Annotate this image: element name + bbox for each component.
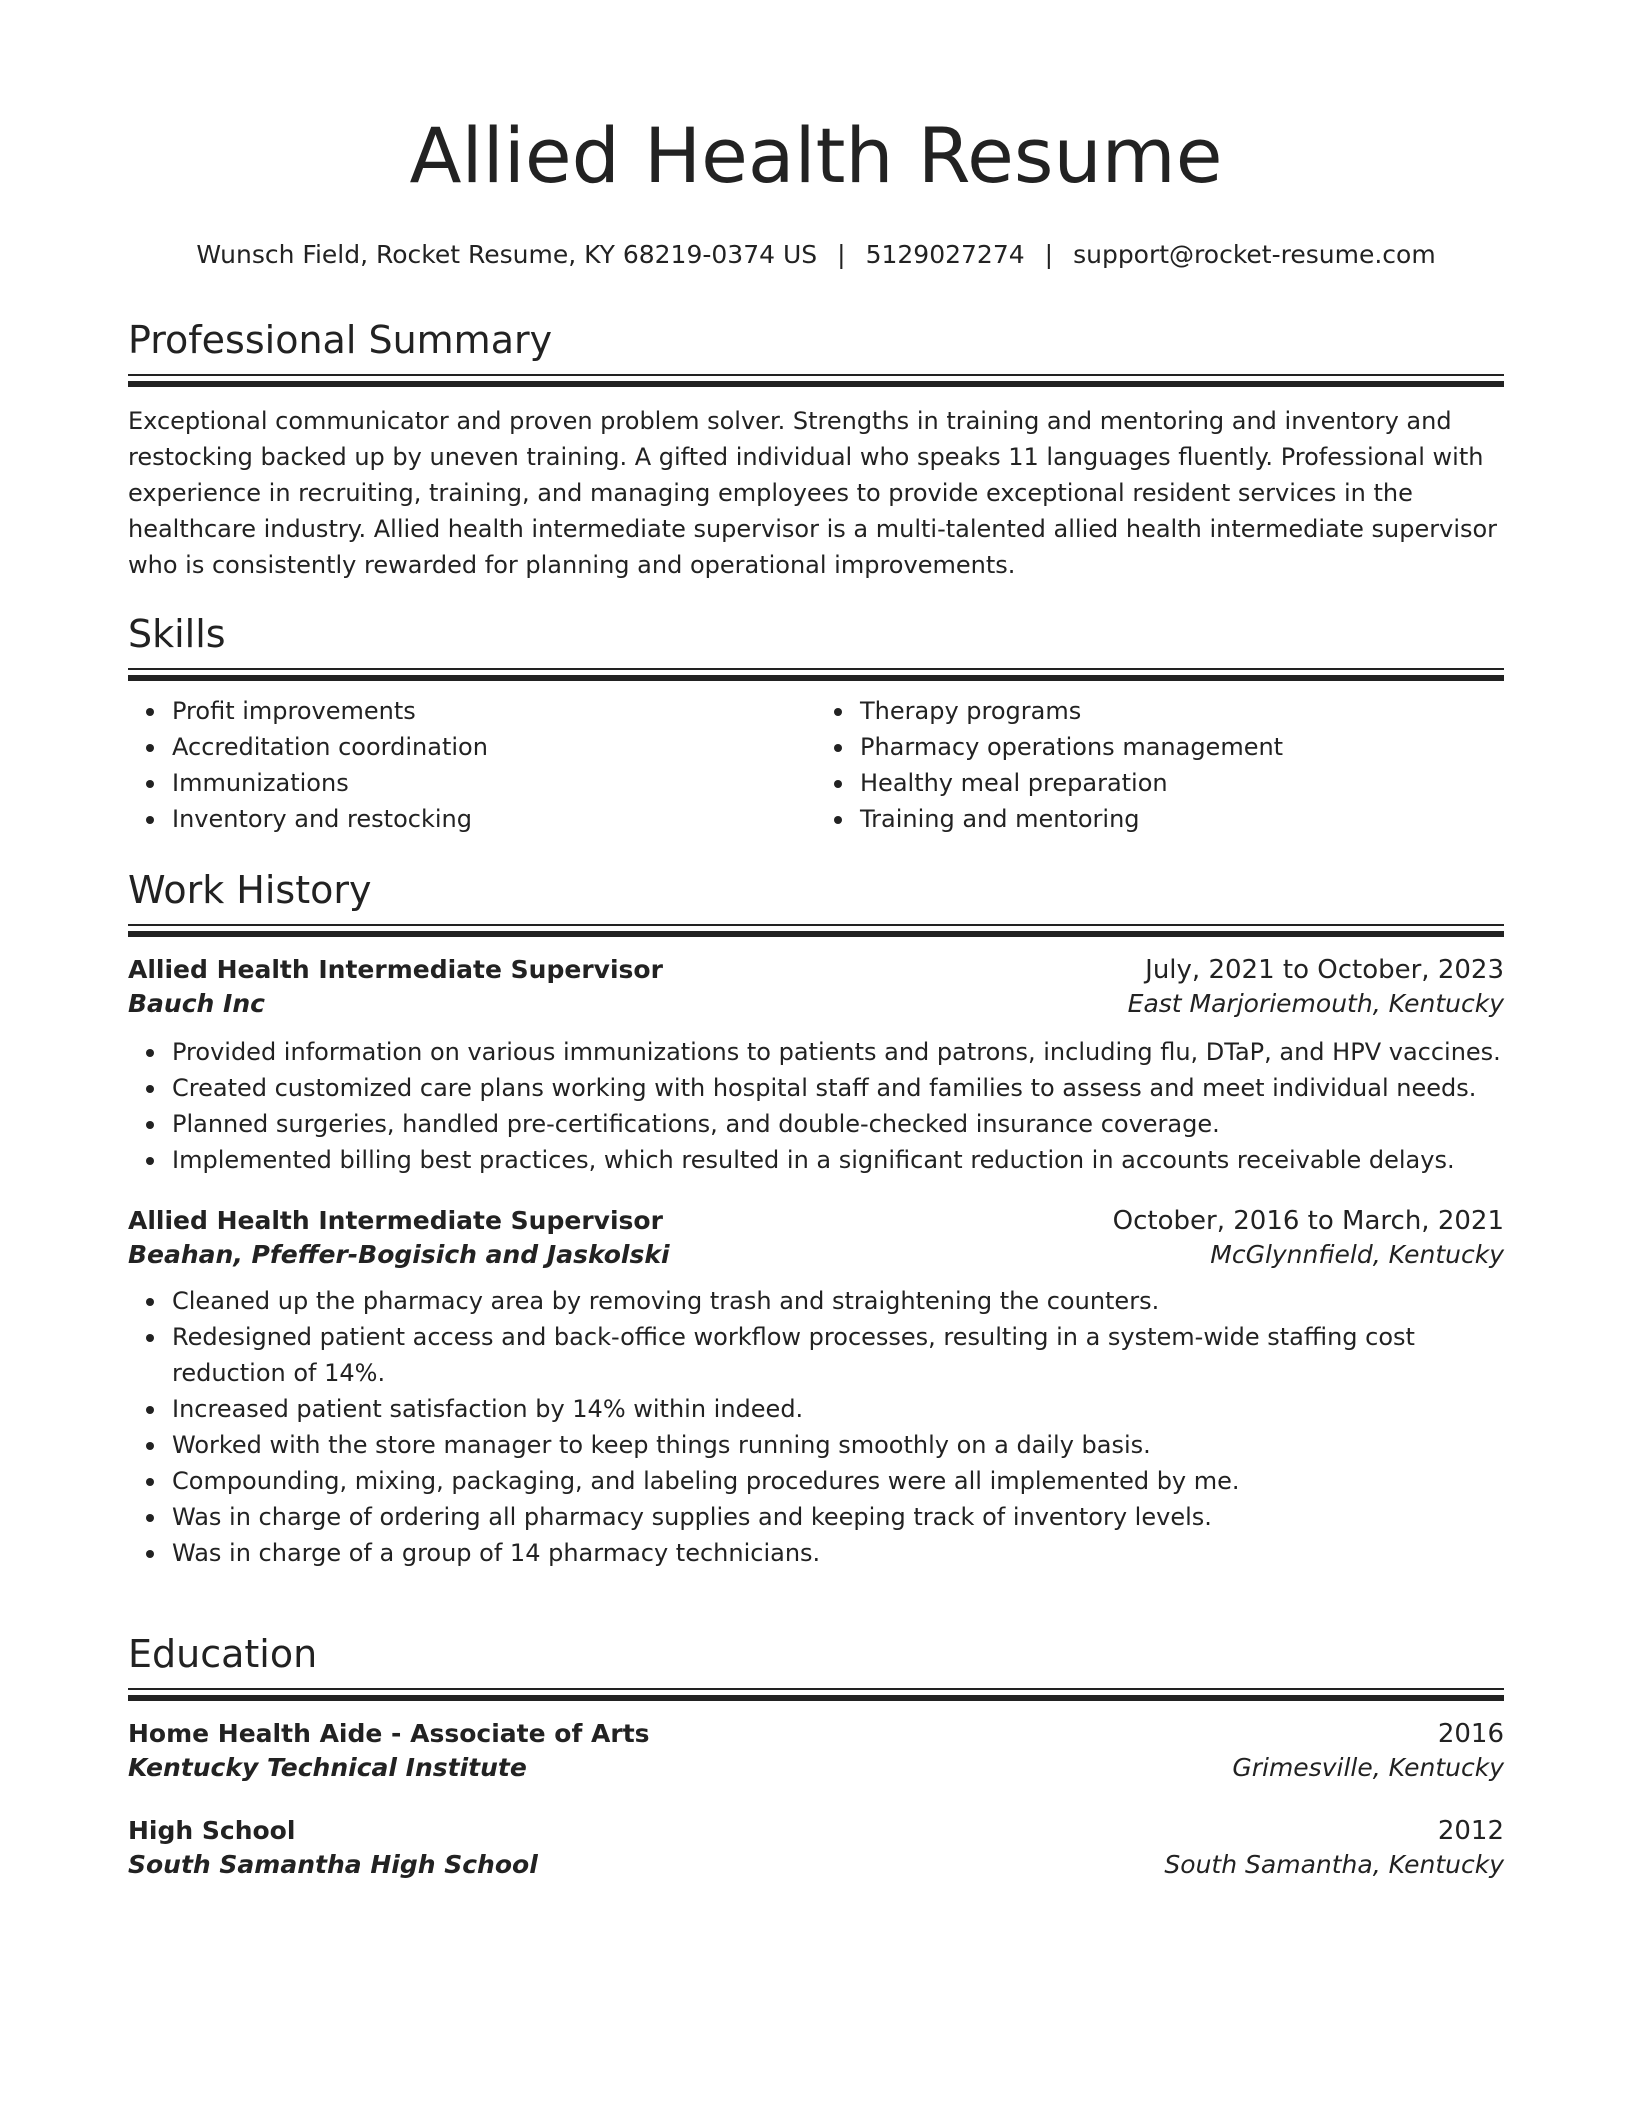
skill-item: Immunizations bbox=[172, 765, 816, 801]
job-duty: Implemented billing best practices, which resulted in a significant reduction in accounts receivable delays. bbox=[172, 1142, 1504, 1178]
job-location: East Marjoriemouth, Kentucky bbox=[1127, 988, 1504, 1018]
summary-section bbox=[128, 318, 1504, 583]
job-title: Allied Health Intermediate Supervisor bbox=[128, 954, 663, 984]
contact-line bbox=[128, 240, 1504, 269]
job-title: Allied Health Intermediate Supervisor bbox=[128, 1205, 663, 1235]
section-title-skills: Skills bbox=[128, 612, 226, 656]
job-duty: Was in charge of ordering all pharmacy supplies and keeping track of inventory levels. bbox=[172, 1499, 1504, 1535]
skill-item: Inventory and restocking bbox=[172, 801, 816, 837]
job-company-row bbox=[128, 1240, 1504, 1269]
job-duty: Increased patient satisfaction by 14% within indeed. bbox=[172, 1391, 1504, 1427]
section-title-summary: Professional Summary bbox=[128, 318, 553, 362]
education-degree: High School bbox=[128, 1815, 296, 1845]
education-location: South Samantha, Kentucky bbox=[1164, 1849, 1504, 1879]
job-company: Bauch Inc bbox=[128, 988, 265, 1018]
section-divider bbox=[128, 374, 1504, 389]
job-duty: Worked with the store manager to keep things running smoothly on a daily basis. bbox=[172, 1427, 1504, 1463]
contact-separator: | bbox=[837, 240, 846, 269]
contact-phone: 5129027274 bbox=[865, 240, 1025, 269]
skill-item: Pharmacy operations management bbox=[860, 729, 1504, 765]
section-title-work-history: Work History bbox=[128, 868, 372, 912]
skill-item: Accreditation coordination bbox=[172, 729, 816, 765]
section-divider bbox=[128, 668, 1504, 683]
skills-grid bbox=[128, 693, 1504, 837]
job-duty: Redesigned patient access and back-office workflow processes, resulting in a system-wide staffing cost reduction of 14%. bbox=[172, 1319, 1504, 1391]
contact-address: Wunsch Field, Rocket Resume, KY 68219-0374 US bbox=[196, 240, 818, 269]
education-school-row bbox=[128, 1850, 1504, 1879]
education-degree: Home Health Aide - Associate of Arts bbox=[128, 1718, 650, 1748]
job-duty: Provided information on various immunizations to patients and patrons, including flu, DTaP, and HPV vaccines. bbox=[172, 1034, 1504, 1070]
education-year: 2016 bbox=[1437, 1718, 1504, 1749]
education-section bbox=[128, 1632, 1504, 1879]
section-divider bbox=[128, 1688, 1504, 1703]
job-header-row bbox=[128, 1206, 1504, 1236]
education-entry bbox=[128, 1719, 1504, 1782]
work-history-section bbox=[128, 868, 1504, 1571]
summary-text: Exceptional communicator and proven problem solver. Strengths in training and mentoring and inventory and restocking backed up by uneven training. A gifted individual who speaks 11 languages fluently. Professional with experience in recruiting, training, and managing employees to provide exceptional resident services in the healthcare industry. Allied health intermediate supervisor is a multi-talented allied health intermediate supervisor who is consistently rewarded for planning and operational improvements. bbox=[128, 406, 1498, 579]
job-duty: Compounding, mixing, packaging, and labeling procedures were all implemented by me. bbox=[172, 1463, 1504, 1499]
education-location: Grimesville, Kentucky bbox=[1232, 1752, 1504, 1782]
job-duty: Cleaned up the pharmacy area by removing trash and straightening the counters. bbox=[172, 1283, 1504, 1319]
job-dates: October, 2016 to March, 2021 bbox=[1112, 1205, 1504, 1236]
education-school-row bbox=[128, 1753, 1504, 1782]
job-entry bbox=[128, 1206, 1504, 1571]
job-duties-list bbox=[128, 1283, 1504, 1571]
education-school: Kentucky Technical Institute bbox=[128, 1752, 527, 1782]
job-company: Beahan, Pfeffer-Bogisich and Jaskolski bbox=[128, 1239, 670, 1269]
job-dates: July, 2021 to October, 2023 bbox=[1145, 954, 1504, 985]
contact-separator: | bbox=[1044, 240, 1054, 269]
skills-section bbox=[128, 612, 1504, 837]
education-header-row bbox=[128, 1719, 1504, 1749]
job-duties-list bbox=[128, 1034, 1504, 1178]
section-divider bbox=[128, 924, 1504, 939]
job-entry bbox=[128, 955, 1504, 1178]
job-duty: Was in charge of a group of 14 pharmacy technicians. bbox=[172, 1535, 1504, 1571]
resume-name: Allied Health Resume bbox=[409, 111, 1223, 200]
education-year: 2012 bbox=[1437, 1815, 1504, 1846]
skills-column-right bbox=[816, 693, 1504, 837]
education-entry bbox=[128, 1816, 1504, 1879]
skill-item: Profit improvements bbox=[172, 693, 816, 729]
job-company-row bbox=[128, 989, 1504, 1018]
job-header-row bbox=[128, 955, 1504, 985]
job-duty: Created customized care plans working with hospital staff and families to assess and meet individual needs. bbox=[172, 1070, 1504, 1106]
skill-item: Therapy programs bbox=[860, 693, 1504, 729]
job-location: McGlynnfield, Kentucky bbox=[1210, 1239, 1504, 1269]
section-title-education: Education bbox=[128, 1632, 318, 1676]
education-school: South Samantha High School bbox=[128, 1849, 538, 1879]
skills-column-left bbox=[128, 693, 816, 837]
job-duty: Planned surgeries, handled pre-certifications, and double-checked insurance coverage. bbox=[172, 1106, 1504, 1142]
contact-email: support@rocket-resume.com bbox=[1073, 240, 1436, 269]
education-header-row bbox=[128, 1816, 1504, 1846]
skill-item: Training and mentoring bbox=[860, 801, 1504, 837]
skill-item: Healthy meal preparation bbox=[860, 765, 1504, 801]
